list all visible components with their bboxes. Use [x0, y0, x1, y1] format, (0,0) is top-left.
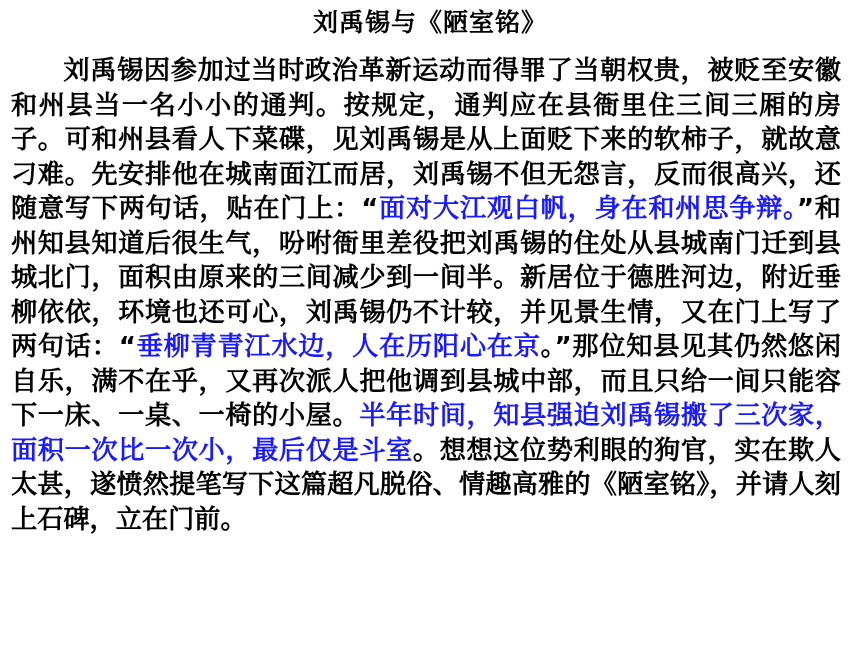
body-paragraph: [11, 54, 841, 537]
highlighted-quote: 垂柳青青江水边，人在历阳心在京: [135, 332, 541, 362]
highlighted-sentence: 半年时间，知县强迫刘禹锡搬了三次家，面积一次比一次小，最后仅是斗室: [11, 401, 842, 466]
text-segment: ”和州知县知道后很生气，吩咐衙里差役把刘禹锡的住处从县城南门迁到县城北门，面积由原来的三间减少到一间半。新居位于德胜河边，附近垂柳依依，环境也还可心，刘禹锡仍不计较，并见景生情，又在门上写了两句话：“: [11, 194, 841, 362]
text-segment: 刘禹锡因参加过当时政治革新运动而得罪了当朝权贵，被贬至安徽和州县当一名小小的通判。按规定，通判应在县衙里住三间三厢的房子。可和州县看人下菜碟，见刘禹锡是从上面贬下来的软柿子，就故意刁难。先安排他在城南面江而居，刘禹锡不但无怨言，反而很高兴，还随意写下两句话，贴在门上：“: [11, 56, 841, 224]
text-segment: 。”那位知县见其仍然悠闲自乐，满不在乎，又再次派人把他调到县城中部，而且只给一间只能容下一床、一桌、一椅的小屋。: [11, 332, 841, 431]
page-title: 刘禹锡与《陋室铭》: [312, 8, 547, 37]
highlighted-quote: 面对大江观白帆，身在和州思争辩。: [378, 194, 797, 224]
text-segment: 。想想这位势利眼的狗官，实在欺人太甚，遂愤然提笔写下这篇超凡脱俗、情趣高雅的《陋室铭》，并请人刻上石碑，立在门前。: [11, 435, 841, 535]
